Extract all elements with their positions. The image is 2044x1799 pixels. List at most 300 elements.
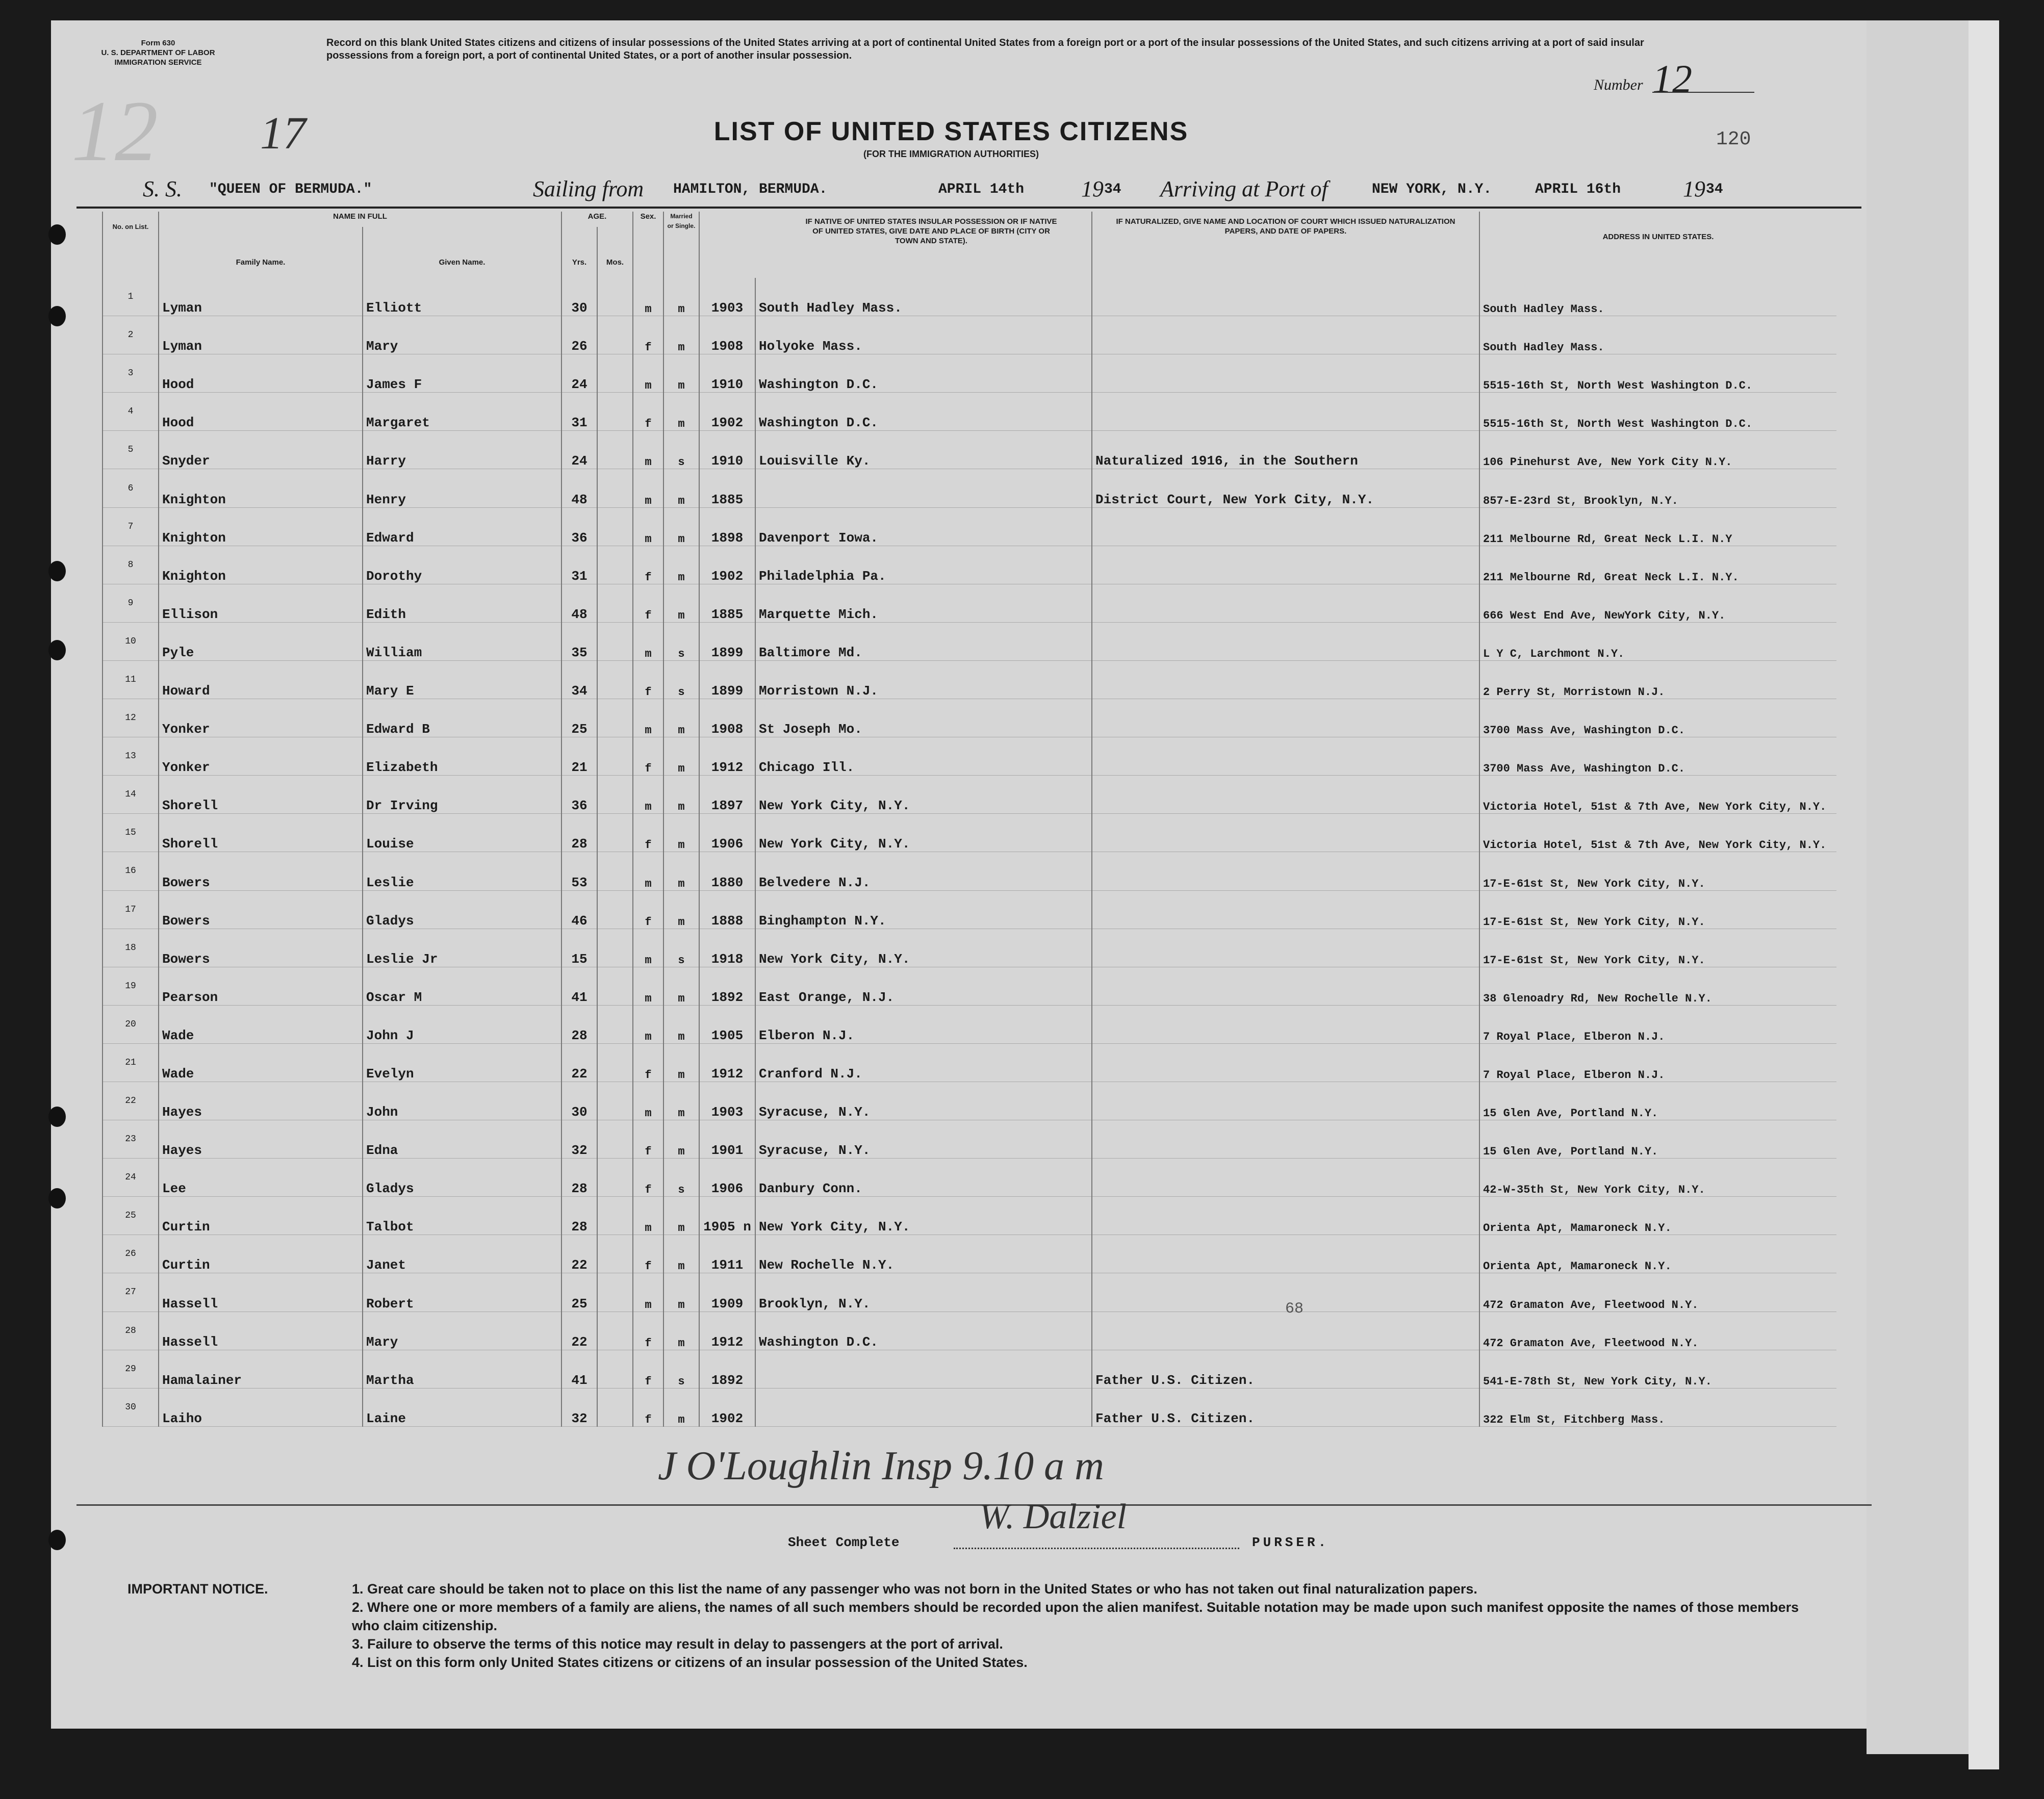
- table-row: [103, 1159, 1836, 1197]
- naturalization-details: Naturalized 1916, in the Southern: [1092, 431, 1479, 469]
- naturalization-details: [1092, 1005, 1479, 1043]
- us-address: 5515-16th St, North West Washington D.C.: [1479, 354, 1836, 393]
- naturalization-details: [1092, 354, 1479, 393]
- age-years: 30: [561, 278, 597, 316]
- family-name: Wade: [159, 1005, 363, 1043]
- family-name: Bowers: [159, 890, 363, 929]
- marital-status: m: [663, 507, 699, 546]
- table-row: [103, 699, 1836, 737]
- age-months: [597, 1082, 633, 1120]
- header-number: No. on List.: [103, 212, 159, 278]
- birth-year: 1880: [699, 852, 755, 890]
- header-sex: Sex.: [633, 212, 663, 278]
- family-name: Curtin: [159, 1197, 363, 1235]
- row-number: 12: [103, 699, 159, 737]
- birth-year: 1903: [699, 1082, 755, 1120]
- given-name: Dr Irving: [363, 776, 561, 814]
- number-label: Number: [1594, 76, 1643, 93]
- birth-place: East Orange, N.J.: [755, 967, 1092, 1005]
- row-number: 13: [103, 737, 159, 776]
- age-months: [597, 584, 633, 622]
- passenger-table: [102, 212, 1836, 1427]
- us-address: 3700 Mass Ave, Washington D.C.: [1479, 737, 1836, 776]
- service-name: IMMIGRATION SERVICE: [114, 58, 202, 67]
- naturalization-details: District Court, New York City, N.Y.: [1092, 469, 1479, 507]
- age-months: [597, 622, 633, 660]
- sex: f: [633, 737, 663, 776]
- table-row: [103, 1197, 1836, 1235]
- marital-status: m: [663, 584, 699, 622]
- marital-status: m: [663, 354, 699, 393]
- handwritten-mark: 17: [260, 108, 306, 159]
- table-row: [103, 546, 1836, 584]
- table-row: [103, 852, 1836, 890]
- naturalization-details: [1092, 1043, 1479, 1082]
- table-row: [103, 1350, 1836, 1388]
- given-name: Leslie: [363, 852, 561, 890]
- arrival-date: APRIL 16th: [1535, 182, 1621, 197]
- us-address: 38 Glenoadry Rd, New Rochelle N.Y.: [1479, 967, 1836, 1005]
- marital-status: s: [663, 431, 699, 469]
- age-months: [597, 1235, 633, 1273]
- given-name: Talbot: [363, 1197, 561, 1235]
- age-years: 24: [561, 354, 597, 393]
- us-address: Orienta Apt, Mamaroneck N.Y.: [1479, 1235, 1836, 1273]
- age-months: [597, 431, 633, 469]
- table-row: [103, 393, 1836, 431]
- naturalization-details: [1092, 852, 1479, 890]
- sex: m: [633, 1197, 663, 1235]
- row-number: 10: [103, 622, 159, 660]
- family-name: Lee: [159, 1159, 363, 1197]
- sex: f: [633, 393, 663, 431]
- age-months: [597, 852, 633, 890]
- purser-signature: W. Dalziel: [979, 1497, 1127, 1536]
- birth-place: Morristown N.J.: [755, 660, 1092, 699]
- age-years: 41: [561, 967, 597, 1005]
- age-months: [597, 1273, 633, 1312]
- sex: m: [633, 354, 663, 393]
- row-number: 17: [103, 890, 159, 929]
- us-address: 15 Glen Ave, Portland N.Y.: [1479, 1120, 1836, 1159]
- age-years: 48: [561, 584, 597, 622]
- naturalization-details: [1092, 1197, 1479, 1235]
- birth-place: South Hadley Mass.: [755, 278, 1092, 316]
- table-row: [103, 354, 1836, 393]
- ss-label: S. S.: [143, 176, 182, 201]
- birth-place: New York City, N.Y.: [755, 1197, 1092, 1235]
- table-row: [103, 814, 1836, 852]
- naturalization-details: [1092, 776, 1479, 814]
- marital-status: m: [663, 546, 699, 584]
- row-number: 15: [103, 814, 159, 852]
- family-name: Ellison: [159, 584, 363, 622]
- sex: m: [633, 1005, 663, 1043]
- sex: f: [633, 890, 663, 929]
- family-name: Shorell: [159, 814, 363, 852]
- age-years: 25: [561, 1273, 597, 1312]
- row-number: 20: [103, 1005, 159, 1043]
- table-row: [103, 431, 1836, 469]
- age-years: 22: [561, 1043, 597, 1082]
- sex: m: [633, 431, 663, 469]
- notice-item-1: 1. Great care should be taken not to place on this list the name of any passenger who was not born in the United States or who has not taken out final naturalization papers.: [352, 1581, 1477, 1597]
- birth-year: 1903: [699, 278, 755, 316]
- birth-place: New York City, N.Y.: [755, 776, 1092, 814]
- punch-hole: [48, 1107, 66, 1127]
- age-months: [597, 929, 633, 967]
- given-name: Mary: [363, 1312, 561, 1350]
- age-months: [597, 393, 633, 431]
- naturalization-details: [1092, 1235, 1479, 1273]
- age-months: [597, 890, 633, 929]
- given-name: Dorothy: [363, 546, 561, 584]
- birth-place: St Joseph Mo.: [755, 699, 1092, 737]
- birth-place: Elberon N.J.: [755, 1005, 1092, 1043]
- row-number: 5: [103, 431, 159, 469]
- family-name: Hassell: [159, 1273, 363, 1312]
- age-months: [597, 1005, 633, 1043]
- birth-year: 1885: [699, 469, 755, 507]
- sex: f: [633, 316, 663, 354]
- sheet-complete-label: Sheet Complete: [788, 1535, 900, 1550]
- naturalization-details: [1092, 814, 1479, 852]
- header-address: ADDRESS IN UNITED STATES.: [1479, 212, 1836, 278]
- age-years: 36: [561, 507, 597, 546]
- age-years: 32: [561, 1388, 597, 1426]
- us-address: 322 Elm St, Fitchberg Mass.: [1479, 1388, 1836, 1426]
- us-address: 17-E-61st St, New York City, N.Y.: [1479, 852, 1836, 890]
- marital-status: m: [663, 1388, 699, 1426]
- family-name: Hayes: [159, 1082, 363, 1120]
- number-value: 12: [1652, 57, 1692, 101]
- row-number: 25: [103, 1197, 159, 1235]
- header-birth: IF NATIVE OF UNITED STATES INSULAR POSSESSION OR IF NATIVE OF UNITED STATES, GIVE DATE AND PLACE OF BIRTH (CITY OR TOWN AND STATE).: [699, 212, 1092, 278]
- age-years: 28: [561, 1159, 597, 1197]
- age-months: [597, 316, 633, 354]
- given-name: Edith: [363, 584, 561, 622]
- notice-item-4: 4. List on this form only United States citizens or citizens of an insular possession of the United States.: [352, 1655, 1028, 1670]
- birth-year: 1897: [699, 776, 755, 814]
- given-name: Laine: [363, 1388, 561, 1426]
- age-years: 31: [561, 393, 597, 431]
- naturalization-details: [1092, 584, 1479, 622]
- row-number: 8: [103, 546, 159, 584]
- given-name: Martha: [363, 1350, 561, 1388]
- table-row: [103, 1273, 1836, 1312]
- header-rule: [76, 207, 1861, 209]
- naturalization-details: [1092, 507, 1479, 546]
- marital-status: m: [663, 776, 699, 814]
- marital-status: s: [663, 1159, 699, 1197]
- family-name: Lyman: [159, 316, 363, 354]
- birth-place: Belvedere N.J.: [755, 852, 1092, 890]
- us-address: 15 Glen Ave, Portland N.Y.: [1479, 1082, 1836, 1120]
- family-name: Pearson: [159, 967, 363, 1005]
- birth-year: 1911: [699, 1235, 755, 1273]
- departure-year: 34: [1104, 182, 1121, 197]
- stray-mark: 68: [1285, 1300, 1304, 1318]
- age-years: 30: [561, 1082, 597, 1120]
- birth-year: 1901: [699, 1120, 755, 1159]
- row-number: 9: [103, 584, 159, 622]
- table-row: [103, 737, 1836, 776]
- naturalization-details: Father U.S. Citizen.: [1092, 1350, 1479, 1388]
- us-address: 3700 Mass Ave, Washington D.C.: [1479, 699, 1836, 737]
- given-name: Edward B: [363, 699, 561, 737]
- birth-place: New Rochelle N.Y.: [755, 1235, 1092, 1273]
- birth-place: Brooklyn, N.Y.: [755, 1273, 1092, 1312]
- birth-place: Syracuse, N.Y.: [755, 1120, 1092, 1159]
- us-address: L Y C, Larchmont N.Y.: [1479, 622, 1836, 660]
- naturalization-details: [1092, 929, 1479, 967]
- naturalization-details: [1092, 1120, 1479, 1159]
- marital-status: m: [663, 967, 699, 1005]
- family-name: Knighton: [159, 507, 363, 546]
- sex: m: [633, 1082, 663, 1120]
- header-years: Yrs.: [561, 227, 597, 278]
- family-name: Hamalainer: [159, 1350, 363, 1388]
- given-name: Mary: [363, 316, 561, 354]
- marital-status: m: [663, 852, 699, 890]
- row-number: 22: [103, 1082, 159, 1120]
- family-name: Hayes: [159, 1120, 363, 1159]
- given-name: Elliott: [363, 278, 561, 316]
- family-name: Curtin: [159, 1235, 363, 1273]
- sex: f: [633, 584, 663, 622]
- birth-year: 1910: [699, 431, 755, 469]
- us-address: Victoria Hotel, 51st & 7th Ave, New York City, N.Y.: [1479, 814, 1836, 852]
- age-months: [597, 1197, 633, 1235]
- family-name: Yonker: [159, 737, 363, 776]
- given-name: William: [363, 622, 561, 660]
- sex: m: [633, 852, 663, 890]
- naturalization-details: Father U.S. Citizen.: [1092, 1388, 1479, 1426]
- birth-place: Holyoke Mass.: [755, 316, 1092, 354]
- sex: f: [633, 1159, 663, 1197]
- sex: m: [633, 967, 663, 1005]
- given-name: Gladys: [363, 890, 561, 929]
- notice-item-2: 2. Where one or more members of a family are aliens, the names of all such members should be recorded upon the alien manifest. Suitable notation may be made upon such manifest opposite the names of those members who claim citizenship.: [352, 1600, 1799, 1633]
- given-name: James F: [363, 354, 561, 393]
- family-name: Hood: [159, 393, 363, 431]
- row-number: 24: [103, 1159, 159, 1197]
- us-address: 472 Gramaton Ave, Fleetwood N.Y.: [1479, 1312, 1836, 1350]
- header-naturalized: IF NATURALIZED, GIVE NAME AND LOCATION OF COURT WHICH ISSUED NATURALIZATION PAPERS, AND DATE OF PAPERS.: [1092, 212, 1479, 278]
- age-years: 34: [561, 660, 597, 699]
- adjacent-page-edge-2: [1969, 20, 1999, 1769]
- table-row: [103, 1120, 1836, 1159]
- header-name-in-full: NAME IN FULL: [159, 212, 561, 227]
- birth-year: 1888: [699, 890, 755, 929]
- age-months: [597, 354, 633, 393]
- birth-place: Binghampton N.Y.: [755, 890, 1092, 929]
- naturalization-details: [1092, 1082, 1479, 1120]
- sex: m: [633, 1273, 663, 1312]
- age-months: [597, 1120, 633, 1159]
- marital-status: m: [663, 1197, 699, 1235]
- signature-line: [954, 1548, 1239, 1549]
- marital-status: m: [663, 737, 699, 776]
- table-row: [103, 1235, 1836, 1273]
- adjacent-page-edge: [1867, 20, 1969, 1754]
- page-title: LIST OF UNITED STATES CITIZENS: [713, 117, 1189, 146]
- notice-item-3: 3. Failure to observe the terms of this notice may result in delay to passengers at the port of arrival.: [352, 1636, 1003, 1652]
- table-row: [103, 1043, 1836, 1082]
- us-address: Victoria Hotel, 51st & 7th Ave, New York City, N.Y.: [1479, 776, 1836, 814]
- us-address: 106 Pinehurst Ave, New York City N.Y.: [1479, 431, 1836, 469]
- arrival-year: 34: [1706, 182, 1723, 197]
- age-years: 15: [561, 929, 597, 967]
- us-address: 857-E-23rd St, Brooklyn, N.Y.: [1479, 469, 1836, 507]
- age-years: 31: [561, 546, 597, 584]
- age-months: [597, 1312, 633, 1350]
- marital-status: m: [663, 1043, 699, 1082]
- family-name: Yonker: [159, 699, 363, 737]
- table-row: [103, 278, 1836, 316]
- age-months: [597, 776, 633, 814]
- us-address: South Hadley Mass.: [1479, 316, 1836, 354]
- table-row: [103, 316, 1836, 354]
- age-years: 46: [561, 890, 597, 929]
- us-address: 7 Royal Place, Elberon N.J.: [1479, 1043, 1836, 1082]
- naturalization-details: [1092, 660, 1479, 699]
- age-years: 32: [561, 1120, 597, 1159]
- table-bottom-rule: [76, 1504, 1872, 1506]
- birth-year: 1906: [699, 814, 755, 852]
- table-row: [103, 469, 1836, 507]
- row-number: 29: [103, 1350, 159, 1388]
- family-name: Snyder: [159, 431, 363, 469]
- birth-year: 1906: [699, 1159, 755, 1197]
- marital-status: m: [663, 1312, 699, 1350]
- given-name: Gladys: [363, 1159, 561, 1197]
- given-name: Harry: [363, 431, 561, 469]
- family-name: Lyman: [159, 278, 363, 316]
- table-row: [103, 890, 1836, 929]
- us-address: 5515-16th St, North West Washington D.C.: [1479, 393, 1836, 431]
- given-name: John J: [363, 1005, 561, 1043]
- header-family-name: Family Name.: [159, 227, 363, 278]
- arrival-port: NEW YORK, N.Y.: [1372, 182, 1492, 197]
- header-married: Married or Single.: [663, 212, 699, 278]
- table-row: [103, 929, 1836, 967]
- table-row: [103, 1312, 1836, 1350]
- table-row: [103, 507, 1836, 546]
- sex: m: [633, 622, 663, 660]
- birth-place: Danbury Conn.: [755, 1159, 1092, 1197]
- row-number: 28: [103, 1312, 159, 1350]
- birth-year: 1909: [699, 1273, 755, 1312]
- naturalization-details: [1092, 890, 1479, 929]
- punch-hole: [48, 224, 66, 245]
- row-number: 14: [103, 776, 159, 814]
- row-number: 11: [103, 660, 159, 699]
- given-name: John: [363, 1082, 561, 1120]
- ship-name: "QUEEN OF BERMUDA.": [209, 182, 372, 197]
- table-row: [103, 1005, 1836, 1043]
- birth-year: 1898: [699, 507, 755, 546]
- age-years: 22: [561, 1312, 597, 1350]
- family-name: Shorell: [159, 776, 363, 814]
- given-name: Mary E: [363, 660, 561, 699]
- arrival-year-prefix: 19: [1683, 176, 1705, 201]
- sex: f: [633, 1043, 663, 1082]
- sex: m: [633, 507, 663, 546]
- birth-place: Washington D.C.: [755, 1312, 1092, 1350]
- given-name: Leslie Jr: [363, 929, 561, 967]
- age-months: [597, 546, 633, 584]
- given-name: Evelyn: [363, 1043, 561, 1082]
- table-row: [103, 584, 1836, 622]
- family-name: Bowers: [159, 852, 363, 890]
- birth-year: 1892: [699, 1350, 755, 1388]
- departure-port: HAMILTON, BERMUDA.: [673, 182, 828, 197]
- family-name: Wade: [159, 1043, 363, 1082]
- age-years: 28: [561, 1197, 597, 1235]
- number-underline: [1652, 92, 1754, 93]
- family-name: Bowers: [159, 929, 363, 967]
- birth-year: 1905 n: [699, 1197, 755, 1235]
- purser-label: PURSER.: [1252, 1535, 1330, 1550]
- table-row: [103, 776, 1836, 814]
- birth-place: Washington D.C.: [755, 393, 1092, 431]
- form-identifier: [76, 38, 240, 67]
- birth-place: Davenport Iowa.: [755, 507, 1092, 546]
- birth-place: Philadelphia Pa.: [755, 546, 1092, 584]
- sex: m: [633, 469, 663, 507]
- birth-year: 1908: [699, 699, 755, 737]
- naturalization-details: [1092, 622, 1479, 660]
- us-address: 541-E-78th St, New York City, N.Y.: [1479, 1350, 1836, 1388]
- row-number: 3: [103, 354, 159, 393]
- table-row: [103, 967, 1836, 1005]
- sex: f: [633, 1388, 663, 1426]
- birth-year: 1892: [699, 967, 755, 1005]
- naturalization-details: [1092, 316, 1479, 354]
- age-months: [597, 278, 633, 316]
- family-name: Howard: [159, 660, 363, 699]
- age-years: 48: [561, 469, 597, 507]
- birth-place: Syracuse, N.Y.: [755, 1082, 1092, 1120]
- marital-status: s: [663, 622, 699, 660]
- department-name: U. S. DEPARTMENT OF LABOR: [101, 48, 215, 57]
- family-name: Pyle: [159, 622, 363, 660]
- sex: f: [633, 1120, 663, 1159]
- marital-status: m: [663, 393, 699, 431]
- marital-status: s: [663, 1350, 699, 1388]
- birth-year: 1899: [699, 622, 755, 660]
- row-number: 19: [103, 967, 159, 1005]
- us-address: 42-W-35th St, New York City, N.Y.: [1479, 1159, 1836, 1197]
- table-row: [103, 622, 1836, 660]
- sex: f: [633, 1235, 663, 1273]
- birth-place: Chicago Ill.: [755, 737, 1092, 776]
- us-address: 211 Melbourne Rd, Great Neck L.I. N.Y.: [1479, 546, 1836, 584]
- birth-year: 1902: [699, 1388, 755, 1426]
- row-number: 23: [103, 1120, 159, 1159]
- birth-place: [755, 1350, 1092, 1388]
- naturalization-details: [1092, 699, 1479, 737]
- given-name: Robert: [363, 1273, 561, 1312]
- given-name: Janet: [363, 1235, 561, 1273]
- birth-year: 1912: [699, 1043, 755, 1082]
- punch-hole: [48, 1530, 66, 1550]
- age-months: [597, 1159, 633, 1197]
- age-years: 41: [561, 1350, 597, 1388]
- marital-status: m: [663, 814, 699, 852]
- marital-status: s: [663, 929, 699, 967]
